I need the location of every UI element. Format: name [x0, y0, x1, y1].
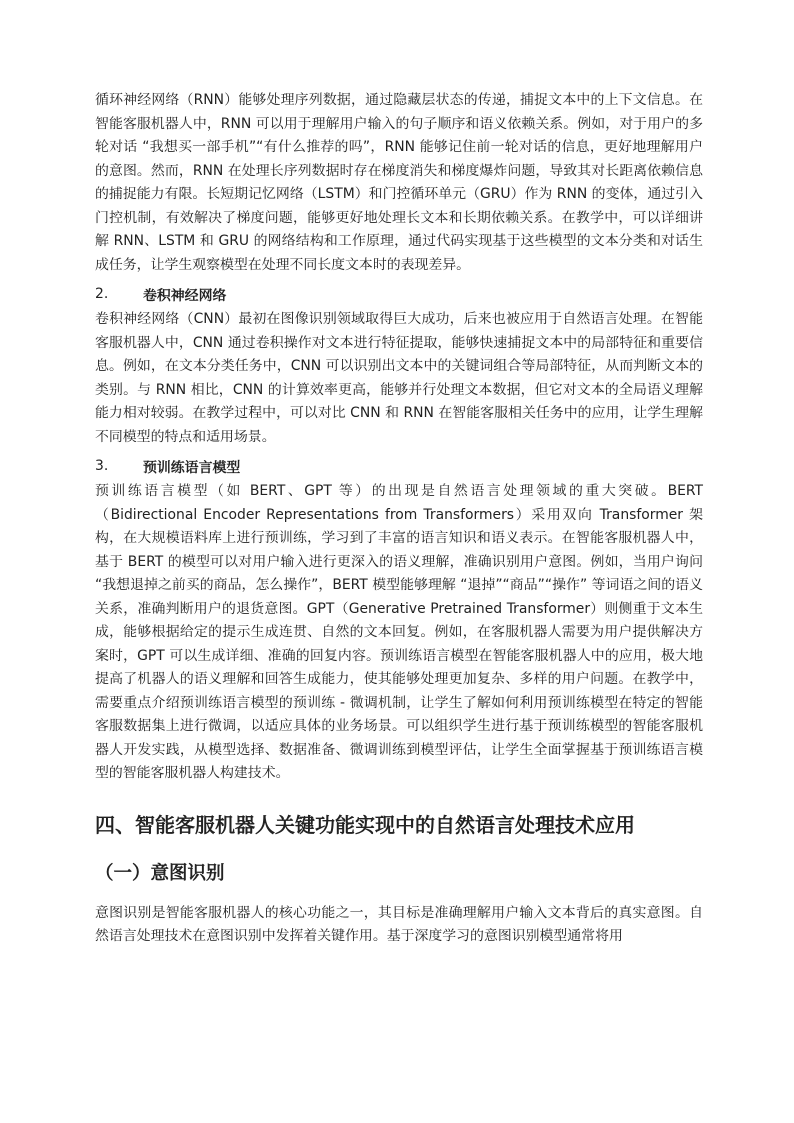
subsection-heading: （一）意图识别: [95, 862, 225, 884]
item-title: 卷积神经网络: [143, 287, 227, 304]
cnn-paragraph: 卷积神经网络（CNN）最初在图像识别领域取得巨大成功，后来也被应用于自然语言处理。在智能客服机器人中，CNN 通过卷积操作对文本进行特征提取，能够快速捕捉文本中的局部特征和重要信息。例如，在文本分类任务中，CNN 可以识别出文本中的关键词组合等局部特征，从而判断文本的类别。与 RNN 相比，CNN 的计算效率更高，能够并行处理文本数据，但它对文本的全局语义理解能力相对较弱。在教学过程中，可以对比 CNN 和 RNN 在智能客服相关任务中的应用，让学生理解不同模型的特点和适用场景。: [95, 311, 703, 445]
document-page: [95, 89, 703, 949]
intent-paragraph: 意图识别是智能客服机器人的核心功能之一，其目标是准确理解用户输入文本背后的真实意图。自然语言处理技术在意图识别中发挥着关键作用。基于深度学习的意图识别模型通常将用: [95, 904, 703, 944]
item-number: 3.: [95, 457, 109, 474]
pretrained-paragraph: 预训练语言模型（如 BERT、GPT 等）的出现是自然语言处理领域的重大突破。BERT（Bidirectional Encoder Representations from Transformers）采用双向 Transformer 架构，在大规模语料库上进行预训练，学习到了丰富的语言知识和语义表示。在智能客服机器人中，基于 BERT 的模型可以对用户输入进行更深入的语义理解，准确识别用户意图。例如，当用户询问 “我想退掉之前买的商品，怎么操作”，BERT 模型能够理解 “退掉”“商品”“操作” 等词语之间的语义关系，准确判断用户的退货意图。GPT（Generative Pretrained Transformer）则侧重于文本生成，能够根据给定的提示生成连贯、自然的文本回复。例如，在客服机器人需要为用户提供解决方案时，GPT 可以生成详细、准确的回复内容。预训练语言模型在智能客服机器人中的应用，极大地提高了机器人的语义理解和回答生成能力，使其能够处理更加复杂、多样的用户问题。在教学中，需要重点介绍预训练语言模型的预训练 - 微调机制，让学生了解如何利用预训练模型在特定的智能客服数据集上进行微调，以适应具体的业务场景。可以组织学生进行基于预训练模型的智能客服机器人开发实践，从模型选择、数据准备、微调训练到模型评估，让学生全面掌握基于预训练语言模型的智能客服机器人构建技术。: [95, 483, 703, 781]
item-title: 预训练语言模型: [143, 459, 241, 476]
rnn-paragraph: 循环神经网络（RNN）能够处理序列数据，通过隐藏层状态的传递，捕捉文本中的上下文信息。在智能客服机器人中，RNN 可以用于理解用户输入的句子顺序和语义依赖关系。例如，对于用户的多轮对话 “我想买一部手机”“有什么推荐的吗”，RNN 能够记住前一轮对话的信息，更好地理解用户的意图。然而，RNN 在处理长序列数据时存在梯度消失和梯度爆炸问题，导致其对长距离依赖信息的捕捉能力有限。长短期记忆网络（LSTM）和门控循环单元（GRU）作为 RNN 的变体，通过引入门控机制，有效解决了梯度问题，能够更好地处理长文本和长期依赖关系。在教学中，可以详细讲解 RNN、LSTM 和 GRU 的网络结构和工作原理，通过代码实现基于这些模型的文本分类和对话生成任务，让学生观察模型在处理不同长度文本时的表现差异。: [95, 92, 703, 273]
item-heading-pretrained: [95, 454, 703, 477]
section-heading: 四、智能客服机器人关键功能实现中的自然语言处理技术应用: [95, 812, 635, 837]
item-number: 2.: [95, 285, 109, 302]
item-heading-cnn: [95, 282, 703, 305]
